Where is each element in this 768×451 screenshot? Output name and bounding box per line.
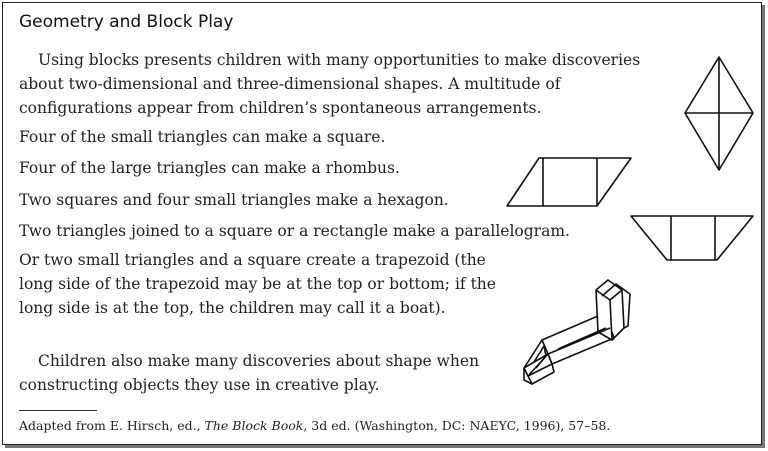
- parallelogram-outline: [507, 158, 631, 206]
- trapezoid-figure: [629, 214, 755, 262]
- line-rhombus: Four of the large triangles can make a rhombus.: [19, 159, 400, 177]
- trapezoid-outline: [631, 216, 753, 260]
- parallelogram-figure: [505, 156, 633, 208]
- trapezoid-paragraph: Or two small triangles and a square create a trapezoid (the long side of the trapezoid may be at the top or bottom; if the long side is at the top, the children may call it a boat).: [19, 251, 496, 317]
- deck-side: [548, 332, 614, 364]
- deck-inner-line: [558, 328, 606, 349]
- line-parallelogram: Two triangles joined to a square or a rectangle make a parallelogram.: [19, 222, 570, 240]
- bow-base: [524, 364, 554, 384]
- box-title: Geometry and Block Play: [19, 12, 234, 32]
- bow-block-1: [524, 340, 548, 368]
- footnote: [19, 418, 610, 433]
- block-boat-drawing: [518, 276, 638, 392]
- closing-paragraph: Children also make many discoveries about shape when constructing objects they use in creative play.: [19, 352, 480, 394]
- line-square: Four of the small triangles can make a square.: [19, 128, 386, 146]
- intro-paragraph: Using blocks presents children with many opportunities to make discoveries about two-dimensional and three-dimensional shapes. A multitude of configurations appear from children’s spontaneous arrangements.: [19, 51, 641, 117]
- line-hexagon: Two squares and four small triangles make a hexagon.: [19, 191, 449, 209]
- deck-edge-front: [548, 328, 610, 354]
- footnote-suffix: , 3d ed. (Washington, DC: NAEYC, 1996), 57–58.: [303, 418, 611, 433]
- footnote-book-title: The Block Book: [204, 418, 304, 433]
- rhombus-figure: [683, 55, 755, 173]
- footnote-prefix: Adapted from E. Hirsch, ed.,: [19, 418, 205, 433]
- stern-back-block: [602, 284, 630, 328]
- footnote-rule: [19, 410, 97, 411]
